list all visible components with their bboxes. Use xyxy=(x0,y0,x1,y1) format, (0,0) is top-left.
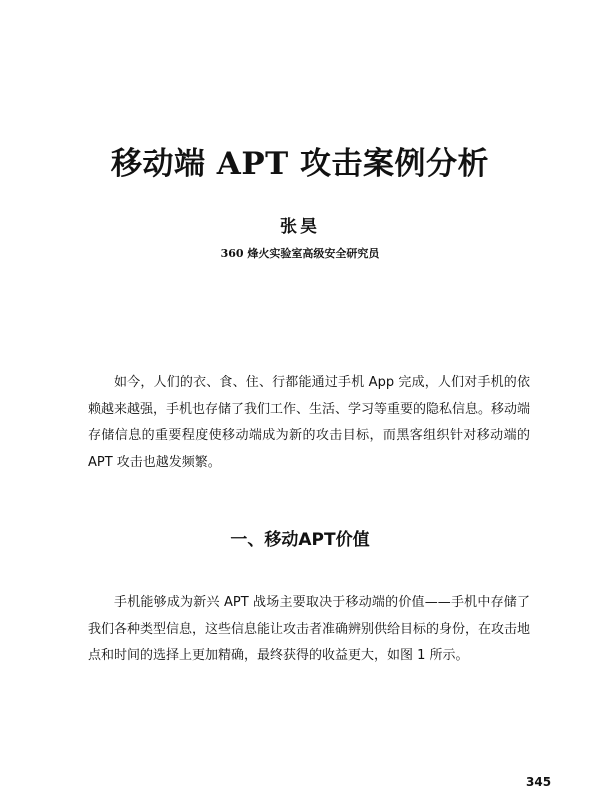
intro-paragraph: 如今，人们的衣、食、住、行都能通过手机 App 完成，人们对手机的依赖越来越强，手机也存储了我们工作、生活、学习等重要的隐私信息。移动端存储信息的重要程度使移动端成为新的攻击目标，而黑客组织针对移动端的 APT 攻击也越发频繁。 xyxy=(88,375,531,470)
article-title: 移动端 APT 攻击案例分析 xyxy=(110,146,489,182)
section-paragraph: 手机能够成为新兴 APT 战场主要取决于移动端的价值——手机中存储了我们各种类型信息，这些信息能让攻击者准确辨别供给目标的身份，在攻击地点和时间的选择上更加精确，最终获得的收益更大，如图 1 所示。 xyxy=(88,595,531,663)
section-paragraph-block xyxy=(88,590,530,670)
intro-paragraph-block xyxy=(88,370,530,476)
author-affiliation: 360 烽火实验室高级安全研究员 xyxy=(220,247,380,260)
author-name: 张昊 xyxy=(280,217,320,237)
section-heading: 一、移动APT价值 xyxy=(230,530,370,550)
page-number: 345 xyxy=(526,775,552,789)
